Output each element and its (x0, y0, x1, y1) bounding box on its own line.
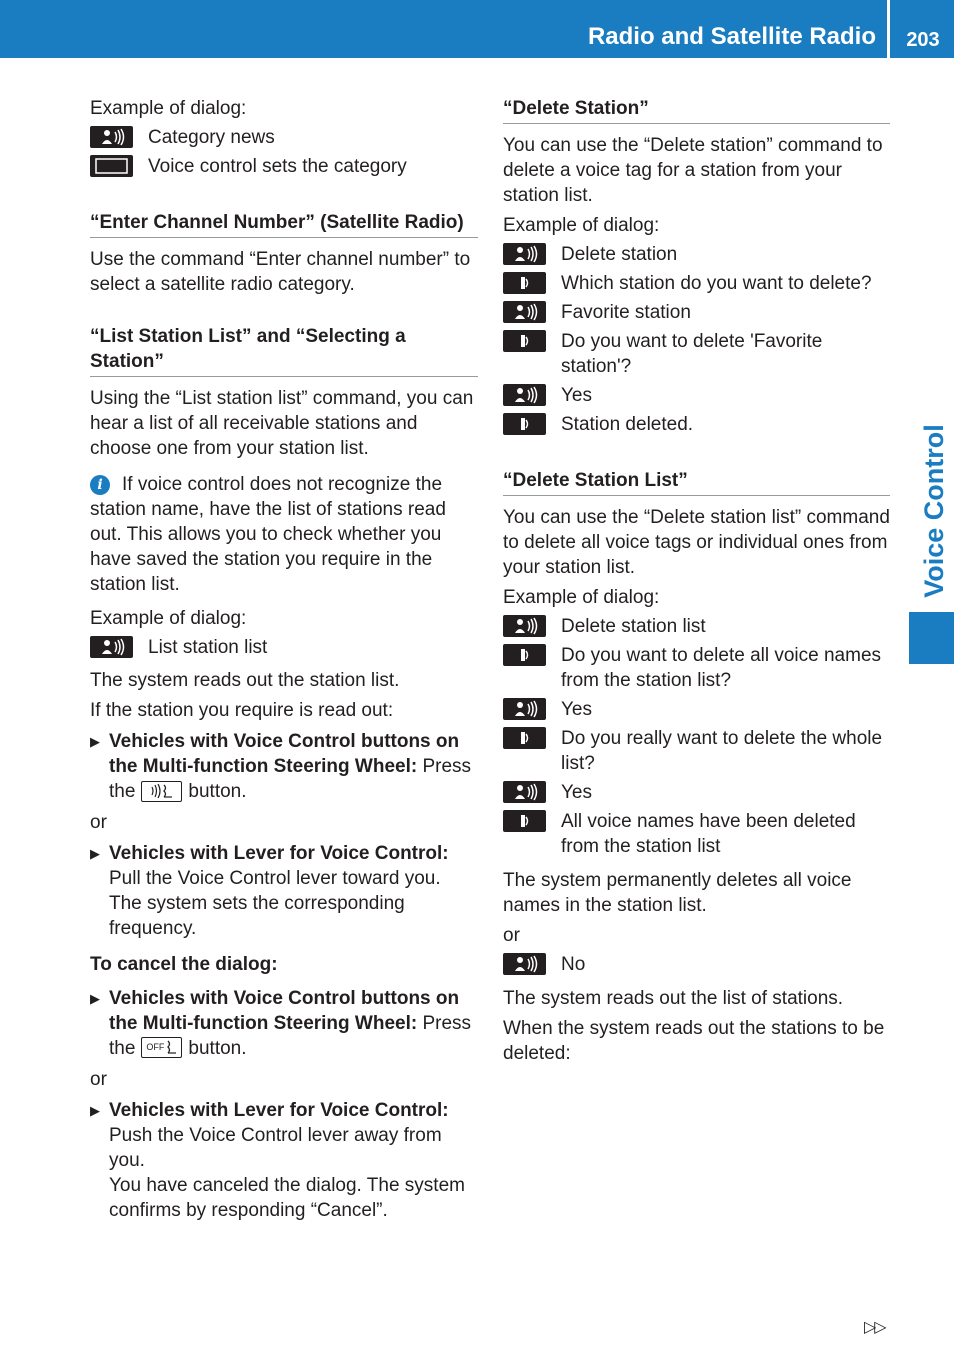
example-intro: Example of dialog: (503, 215, 660, 236)
body-text: The system reads out the list of stations. (503, 988, 844, 1009)
instruction-step (90, 1098, 478, 1223)
dialog-line (90, 635, 478, 660)
dialog-line (503, 697, 890, 722)
section-text: Using the “List station list” command, you can hear a list of all receivable stations and choose one from your station list. (90, 388, 474, 459)
header-divider (887, 0, 890, 58)
step-text: Push the Voice Control lever away from you. (109, 1125, 442, 1171)
dialog-text: Delete station list (561, 616, 706, 637)
dialog-line (503, 643, 890, 693)
body-text: The system permanently deletes all voice names in the station list. (503, 870, 852, 916)
step-text: button. (188, 1038, 247, 1059)
step-arrow-icon: ▶ (90, 991, 100, 1006)
body-text: If the station you require is read out: (90, 700, 394, 721)
dialog-line (503, 271, 890, 296)
dialog-line (90, 154, 478, 179)
dialog-line (503, 614, 890, 639)
voice-control-button-icon (141, 781, 182, 802)
user-speech-icon (503, 615, 546, 637)
dialog-line (503, 809, 890, 859)
system-speaker-icon (503, 727, 546, 749)
dialog-line (503, 242, 890, 267)
system-speaker-icon (503, 644, 546, 666)
step-arrow-icon: ▶ (90, 734, 100, 749)
step-text: Pull the Voice Control lever toward you. The system sets the corresponding frequency. (109, 868, 441, 939)
dialog-line (503, 780, 890, 805)
dialog-line (503, 329, 890, 379)
dialog-text: Yes (561, 782, 592, 803)
example-intro: Example of dialog: (90, 98, 247, 119)
dialog-text: Category news (148, 127, 275, 148)
system-display-icon (90, 155, 133, 177)
step-condition: Vehicles with Voice Control buttons on the Multi-function Steering Wheel: (109, 988, 460, 1034)
user-speech-icon (503, 781, 546, 803)
instruction-step (90, 841, 478, 941)
system-speaker-icon (503, 413, 546, 435)
step-text: You have canceled the dialog. The system confirms by responding “Cancel”. (109, 1175, 465, 1221)
section-title-delete-station: “Delete Station” (503, 96, 890, 124)
dialog-line (503, 952, 890, 977)
dialog-text: Voice control sets the category (148, 156, 407, 177)
user-speech-icon (503, 384, 546, 406)
system-speaker-icon (503, 272, 546, 294)
dialog-text: Station deleted. (561, 414, 694, 435)
dialog-list (503, 614, 890, 859)
section-title-list-station: “List Station List” and “Selecting a Station” (90, 324, 478, 377)
section-text: You can use the “Delete station” command to delete a voice tag for a station from your station list. (503, 135, 883, 206)
instruction-step (90, 986, 478, 1061)
body-text: The system reads out the station list. (90, 670, 400, 691)
dialog-list (503, 952, 890, 977)
step-text: Press the (109, 756, 472, 802)
section-text: You can use the “Delete station list” command to delete all voice tags or individual ones from your station list. (503, 507, 890, 578)
section-title-delete-station-list: “Delete Station List” (503, 468, 890, 496)
dialog-text: Yes (561, 699, 592, 720)
instruction-step (90, 729, 478, 804)
user-speech-icon (503, 953, 546, 975)
dialog-line (503, 412, 890, 437)
info-icon: i (90, 475, 110, 495)
next-page-marker: ▷▷ (864, 1319, 885, 1336)
dialog-text: Do you really want to delete the whole list? (561, 728, 883, 774)
dialog-text: No (561, 954, 586, 975)
dialog-text: Do you want to delete 'Favorite station'? (561, 331, 823, 377)
or-text: or (90, 812, 107, 833)
step-arrow-icon: ▶ (90, 1103, 100, 1118)
or-text: or (90, 1069, 107, 1090)
dialog-list (503, 242, 890, 437)
example-intro: Example of dialog: (503, 587, 660, 608)
user-speech-icon (503, 698, 546, 720)
or-text: or (503, 925, 520, 946)
dialog-text: Yes (561, 385, 592, 406)
off-label: OFF (146, 1042, 165, 1052)
example-intro: Example of dialog: (90, 608, 247, 629)
info-text: If voice control does not recognize the station name, have the list of stations read out. This allows you to check whether you have saved the station you require in the station list. (90, 474, 446, 595)
user-speech-icon (503, 243, 546, 265)
dialog-line (503, 300, 890, 325)
system-speaker-icon (503, 810, 546, 832)
step-condition: Vehicles with Voice Control buttons on the Multi-function Steering Wheel: (109, 731, 460, 777)
cancel-heading: To cancel the dialog: (90, 954, 278, 975)
system-speaker-icon (503, 330, 546, 352)
dialog-line (503, 726, 890, 776)
step-text: Press the (109, 1013, 472, 1059)
body-text: When the system reads out the stations to be deleted: (503, 1018, 885, 1064)
dialog-text: Delete station (561, 244, 678, 265)
step-condition: Vehicles with Lever for Voice Control: (109, 843, 449, 864)
dialog-text: List station list (148, 637, 268, 658)
dialog-text: Which station do you want to delete? (561, 273, 872, 294)
side-tab-label: Voice Control (919, 424, 949, 598)
user-speech-icon (503, 301, 546, 323)
dialog-text: Do you want to delete all voice names from the station list? (561, 645, 882, 691)
user-speech-icon (90, 636, 133, 658)
left-column (90, 96, 478, 1223)
dialog-text: Favorite station (561, 302, 691, 323)
right-column (503, 96, 890, 1066)
info-note (90, 472, 478, 597)
side-tab-marker (909, 612, 954, 664)
step-arrow-icon: ▶ (90, 846, 100, 861)
chapter-title: Radio and Satellite Radio (587, 23, 876, 50)
user-speech-icon (90, 126, 133, 148)
dialog-line (90, 125, 478, 150)
dialog-text: All voice names have been deleted from the station list (561, 811, 856, 857)
section-text: Use the command “Enter channel number” to select a satellite radio category. (90, 249, 471, 295)
page-header (0, 0, 954, 58)
dialog-line (503, 383, 890, 408)
step-condition: Vehicles with Lever for Voice Control: (109, 1100, 449, 1121)
step-text: button. (188, 781, 247, 802)
section-title-enter-channel: “Enter Channel Number” (Satellite Radio) (90, 210, 478, 238)
page-number: 203 (906, 29, 940, 51)
voice-off-button-icon (141, 1037, 182, 1058)
